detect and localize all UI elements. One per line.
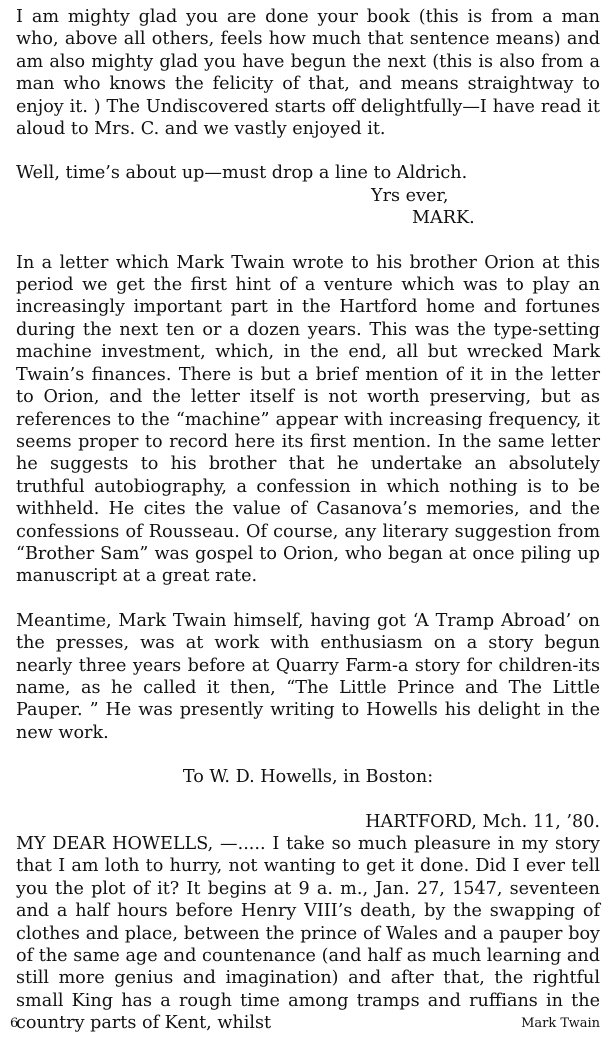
page-footer — [10, 1016, 600, 1031]
page-body — [16, 6, 600, 1035]
paragraph-letter-excerpt: I am mighty glad you are done your book (this is from a man who, above all others, feels how much that sentence means) and am also mighty glad you have begun the next (this is also from a man who knows the felicity of that, and means straightway to enjoy it. ) The Undiscovered starts off delightfully—I have read it aloud to Mrs. C. and we vastly enjoyed it. — [16, 7, 600, 140]
paragraph-dear-howells: MY DEAR HOWELLS, —..... I take so much pleasure in my story that I am loth to hurry, not wanting to get it done. Did I ever tell you the plot of it? It begins at 9 a. m., Jan. 27, 1547, seventeen and a half hours before Henry VIII’s death, by the swapping of clothes and place, between the prince of Wales and a pauper boy of the same age and countenance (and half as much learning and still more genius and imagination) and after that, the rightful small King has a rough time among tramps and ruffians in the country parts of Kent, whilst — [16, 834, 600, 1034]
paragraph-aldrich-line: Well, time’s about up—must drop a line to Aldrich. — [16, 163, 468, 184]
letter-closing: Yrs ever, — [371, 185, 449, 206]
paragraph-meantime: Meantime, Mark Twain himself, having got ‘A Tramp Abroad’ on the presses, was at work with enthusiasm on a story begun nearly three years before at Quarry Farm-a story for children-its name, as he called it then, “The Little Prince and The Little Pauper. ” He was presently writing to Howells his delight in the new work. — [16, 610, 600, 743]
page-number: 6 — [10, 1016, 19, 1031]
letter-heading: To W. D. Howells, in Boston: — [182, 767, 434, 788]
letter-dateline: HARTFORD, Mch. 11, ’80. — [365, 811, 600, 832]
paragraph-orion-letter: In a letter which Mark Twain wrote to his brother Orion at this period we get the first hint of a venture which was to play an increasingly important part in the Hartford home and fortunes during the next ten or a dozen years. This was the type-setting machine investment, which, in the end, all but wrecked Mark Twain’s finances. There is but a brief mention of it in the letter to Orion, and the letter itself is not worth preserving, but as references to the “machine” appear with increasing frequency, it seems proper to record here its first mention. In the same letter he suggests to his brother that he undertake an absolutely truthful autobiography, a confession in which nothing is to be withheld. He cites the value of Casanova’s memories, and the confessions of Rousseau. Of course, any literary suggestion from “Brother Sam” was gospel to Orion, who began at once piling up manuscript at a great rate. — [16, 252, 600, 587]
letter-signature: MARK. — [412, 208, 475, 229]
running-title: Mark Twain — [521, 1016, 600, 1031]
